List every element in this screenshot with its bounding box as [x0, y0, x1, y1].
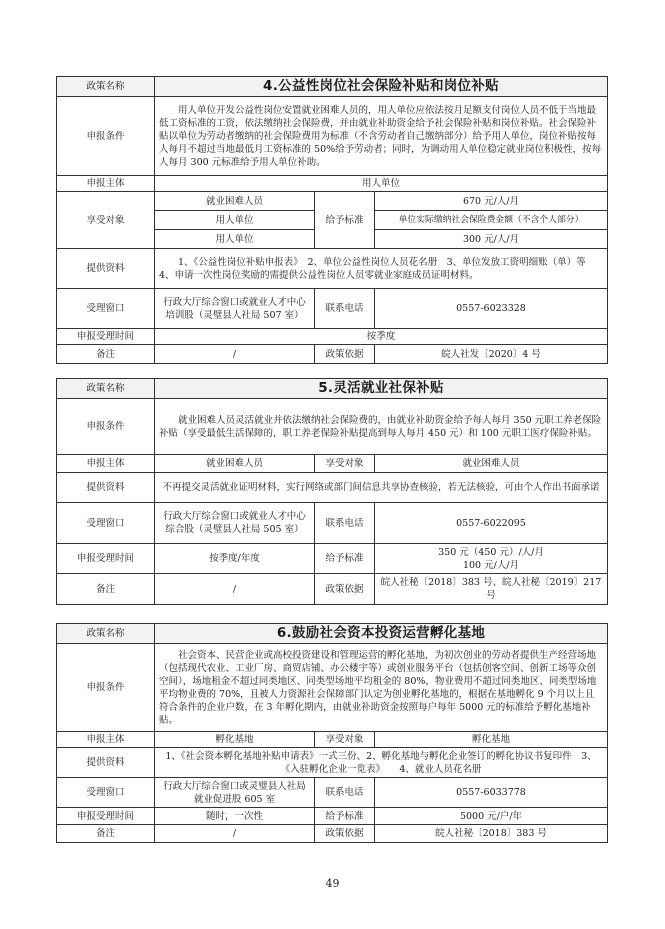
- standard-value: 5000 元/户/年: [375, 808, 608, 825]
- time-label: 申报受理时间: [57, 808, 155, 825]
- remarks-value: /: [155, 825, 315, 843]
- materials-label: 提供资料: [57, 748, 155, 778]
- time-value: 按季度: [155, 329, 608, 345]
- basis-value: 皖人社秘〔2018〕383 号: [375, 825, 608, 843]
- conditions-label: 申报条件: [57, 97, 155, 176]
- materials-text: 1、《社会资本孵化基地补贴申请表》一式三份、2、孵化基地与孵化企业签订的孵化协议书复印件 3、《入驻孵化企业一览表》 4、就业人员花名册: [155, 748, 608, 778]
- phone-value: 0557-6033778: [375, 778, 608, 808]
- page-number: 49: [325, 877, 340, 890]
- window-value: 行政大厅综合窗口或就业人才中心培训股（灵璧县人社局 507 室）: [155, 289, 315, 329]
- materials-label: 提供资料: [57, 473, 155, 503]
- basis-label: 政策依据: [315, 574, 375, 605]
- conditions-label: 申报条件: [57, 399, 155, 455]
- beneficiary-label: 享受对象: [57, 192, 155, 249]
- policy-name-label: 政策名称: [57, 624, 155, 644]
- phone-label: 联系电话: [315, 503, 375, 544]
- applicant-label: 申报主体: [57, 455, 155, 473]
- conditions-text: 社会资本、民营企业或高校投资建设和管理运营的孵化基地，为初次创业的劳动者提供生产经营场地（包括现代农业、工业厂房、商贸店铺、办公楼宇等）或创业服务平台（包括创客空间、创新工场等众创空间），场地租金不超过同类地区、同类型场地平均租金的 80%，物业费用不超过同类地区、同类型场地平均物业费的 70%，且被人力资源社会保障部门认定为创业孵化基地的，根据在基地孵化 9 个月以上且符合条件的企业户数，在 3 年孵化期内，由就业补助资金按照每户每年 5000 元的标准给予孵化基地补贴。: [155, 644, 608, 732]
- applicant-label: 申报主体: [57, 176, 155, 192]
- phone-value: 0557-6022095: [375, 503, 608, 544]
- standard-value: 300 元/人/月: [375, 230, 608, 249]
- basis-label: 政策依据: [315, 825, 375, 843]
- standard-label: 给予标准: [315, 808, 375, 825]
- beneficiary-label: 享受对象: [315, 732, 375, 748]
- applicant-value: 用人单位: [155, 176, 608, 192]
- materials-label: 提供资料: [57, 249, 155, 289]
- applicant-value: 孵化基地: [155, 732, 315, 748]
- beneficiary-value: 用人单位: [155, 230, 315, 249]
- time-value: 按季度/年度: [155, 544, 315, 574]
- policy-title: 6.鼓励社会资本投资运营孵化基地: [155, 624, 608, 644]
- applicant-label: 申报主体: [57, 732, 155, 748]
- basis-value: 皖人社秘〔2018〕383 号、皖人社秘〔2019〕217 号: [375, 574, 608, 605]
- policy-name-label: 政策名称: [57, 379, 155, 399]
- conditions-text: 就业困难人员灵活就业并依法缴纳社会保险费的，由就业补助资金给予每人每月 350 元职工养老保险补贴（享受最低生活保障的，职工养老保险补贴提高到每人每月 450 元）和 100 元职工医疗保险补贴。: [155, 399, 608, 455]
- remarks-label: 备注: [57, 825, 155, 843]
- remarks-label: 备注: [57, 345, 155, 364]
- applicant-value: 就业困难人员: [155, 455, 315, 473]
- policy-table-6: [56, 623, 608, 843]
- window-value: 行政大厅综合窗口或灵璧县人社局就业促进股 605 室: [155, 778, 315, 808]
- policy-title: 5.灵活就业社保补贴: [155, 379, 608, 399]
- beneficiary-label: 享受对象: [315, 455, 375, 473]
- standard-label: 给予标准: [315, 192, 375, 249]
- conditions-label: 申报条件: [57, 644, 155, 732]
- time-value: 随时，一次性: [155, 808, 315, 825]
- beneficiary-value: 孵化基地: [375, 732, 608, 748]
- standard-value: 单位实际缴纳社会保险费金额（不含个人部分）: [375, 211, 608, 230]
- policy-table-4: [56, 76, 608, 364]
- beneficiary-value: 就业困难人员: [375, 455, 608, 473]
- time-label: 申报受理时间: [57, 329, 155, 345]
- window-value: 行政大厅综合窗口或就业人才中心综合股（灵璧县人社局 505 室）: [155, 503, 315, 544]
- phone-label: 联系电话: [315, 289, 375, 329]
- window-label: 受理窗口: [57, 778, 155, 808]
- standard-value: 670 元/人/月: [375, 192, 608, 211]
- basis-value: 皖人社发〔2020〕4 号: [375, 345, 608, 364]
- phone-label: 联系电话: [315, 778, 375, 808]
- materials-text: 不再提交灵活就业证明材料，实行网络或部门间信息共享协查核验，若无法核验，可由个人作出书面承诺: [155, 473, 608, 503]
- phone-value: 0557-6023328: [375, 289, 608, 329]
- remarks-value: /: [155, 574, 315, 605]
- policy-title: 4.公益性岗位社会保险补贴和岗位补贴: [155, 77, 608, 97]
- time-label: 申报受理时间: [57, 544, 155, 574]
- remarks-value: /: [155, 345, 315, 364]
- basis-label: 政策依据: [315, 345, 375, 364]
- remarks-label: 备注: [57, 574, 155, 605]
- beneficiary-value: 用人单位: [155, 211, 315, 230]
- standard-value: [375, 544, 608, 574]
- window-label: 受理窗口: [57, 503, 155, 544]
- materials-text: 1、《公益性岗位补贴申报表》 2、单位公益性岗位人员花名册 3、单位发放工资明细账（单）等 4、申请一次性岗位奖励的需提供公益性岗位人员零就业家庭成员证明材料。: [155, 249, 608, 289]
- beneficiary-value: 就业困难人员: [155, 192, 315, 211]
- standard-label: 给予标准: [315, 544, 375, 574]
- conditions-text: 用人单位开发公益性岗位安置就业困难人员的，用人单位应依法按月足额支付岗位人员不低于当地最低工资标准的工资，依法缴纳社会保险费，并由就业补助资金给予社会保险补贴和岗位补贴。社会保险补贴以单位为劳动者缴纳的社会保险费用为标准（不含劳动者自己缴纳部分）给予用人单位，岗位补贴按每人每月不超过当地最低月工资标准的 50%给予劳动者；同时，为调动用人单位稳定就业岗位积极性，按每人每月 300 元标准给予用人单位补助。: [155, 97, 608, 176]
- policy-table-5: [56, 378, 608, 605]
- policy-name-label: 政策名称: [57, 77, 155, 97]
- window-label: 受理窗口: [57, 289, 155, 329]
- standard-line-1: 350 元（450 元）/人/月: [438, 546, 544, 558]
- standard-line-2: 100 元/人/月: [462, 559, 520, 571]
